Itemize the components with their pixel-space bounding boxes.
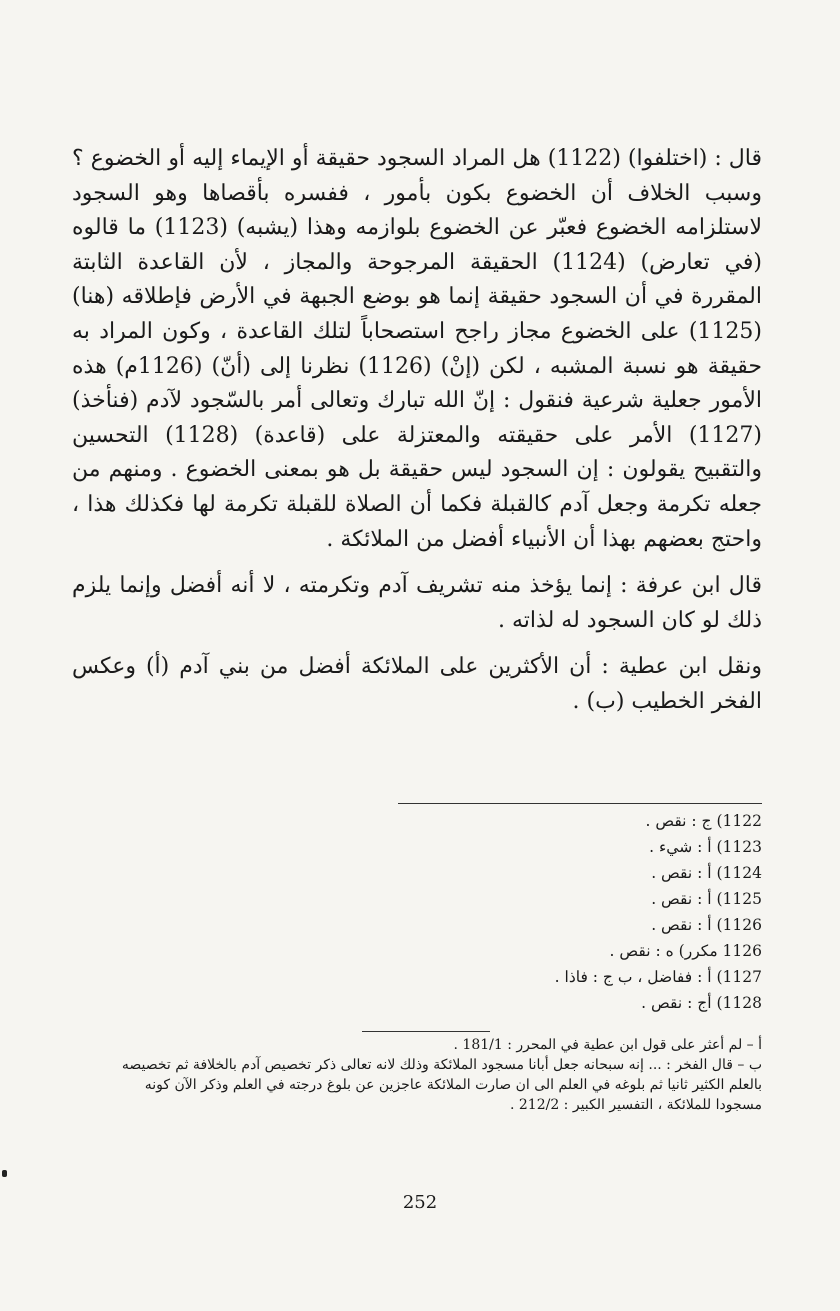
footnote-1122: 1122) ج : نقص . [645,812,762,830]
reference-b: ب – قال الفخر : ... إنه سبحانه جعل أبانا مسجود الملائكة وذلك لانه تعالى ذكر تخصيص آدم بالخلافة ثم تخصيصه بالعلم الكثير ثانيا ثم بلوغه في العلم الى ان صارت الملائكة عاجزين عن بلوغ درجته في العلم وذكر الآن كونه مسجودا للملائكة ، التفسير الكبير : 212/2 . [121,1057,762,1113]
footnote-1126m: 1126 مكرر) ه : نقص . [609,942,762,960]
footnote-1125: 1125) أ : نقص . [651,890,762,908]
footnote-1128: 1128) أج : نقص . [641,994,762,1012]
footnote-1123: 1123) أ : شيء . [649,838,762,856]
paragraph-3: ونقل ابن عطية : أن الأكثرين على الملائكة أفضل من بني آدم (أ) وعكس الفخر الخطيب (ب) . [72,654,762,714]
scan-mark [2,1170,7,1177]
paragraph-2: قال ابن عرفة : إنما يؤخذ منه تشريف آدم وتكرمته ، لا أنه أفضل وإنما يلزم ذلك لو كان السجود له لذاته . [72,573,762,633]
footnote-1126: 1126) أ : نقص . [651,916,762,934]
page-number: 252 [402,1192,438,1213]
paragraph-1: قال : (اختلفوا) (1122) هل المراد السجود حقيقة أو الإيماء إليه أو الخضوع ؟ وسبب الخلاف أن الخضوع بكون بأمور ، ففسره بأقصاها وهو السجود لاستلزامه الخضوع فعبّر عن الخضوع بلوازمه وهذا (يشبه) (1123) ما قالوه (في تعارض) (1124) الحقيقة المرجوحة والمجاز ، لأن القاعدة الثابتة المقررة في أن السجود حقيقة إنما هو بوضع الجبهة في الأرض فإطلاقه (هنا) (1125) على الخضوع مجاز راجح استصحاباً لتلك القاعدة ، وكون المراد به حقيقة هو نسبة المشبه ، لكن (إنْ) (1126) نظرنا إلى (أنّ) (1126م) هذه الأمور جعلية شرعية فنقول : إنّ الله تبارك وتعالى أمر بالسّجود لآدم (فنأخذ) (1127) الأمر على حقيقته والمعتزلة على (قاعدة) (1128) التحسين والتقبيح يقولون : إن السجود ليس حقيقة بل هو بمعنى الخضوع . ومنهم من جعله تكرمة وجعل آدم كالقبلة فكما أن الصلاة للقبلة تكرمة لها فكذلك هذا ، واحتج بعضهم بهذا أن الأنبياء أفضل من الملائكة . [72,146,763,552]
main-text-body [72,142,762,720]
reference-separator [362,1031,490,1032]
reference-a: أ – لم أعثر على قول ابن عطية في المحرر : 181/1 . [453,1037,762,1053]
footnotes-list [480,808,762,1016]
footnote-1127: 1127) أ : ففاضل ، ب ج : فاذا . [554,968,762,986]
footnote-separator [398,803,762,804]
footnote-1124: 1124) أ : نقص . [651,864,762,882]
reference-notes [95,1035,762,1115]
